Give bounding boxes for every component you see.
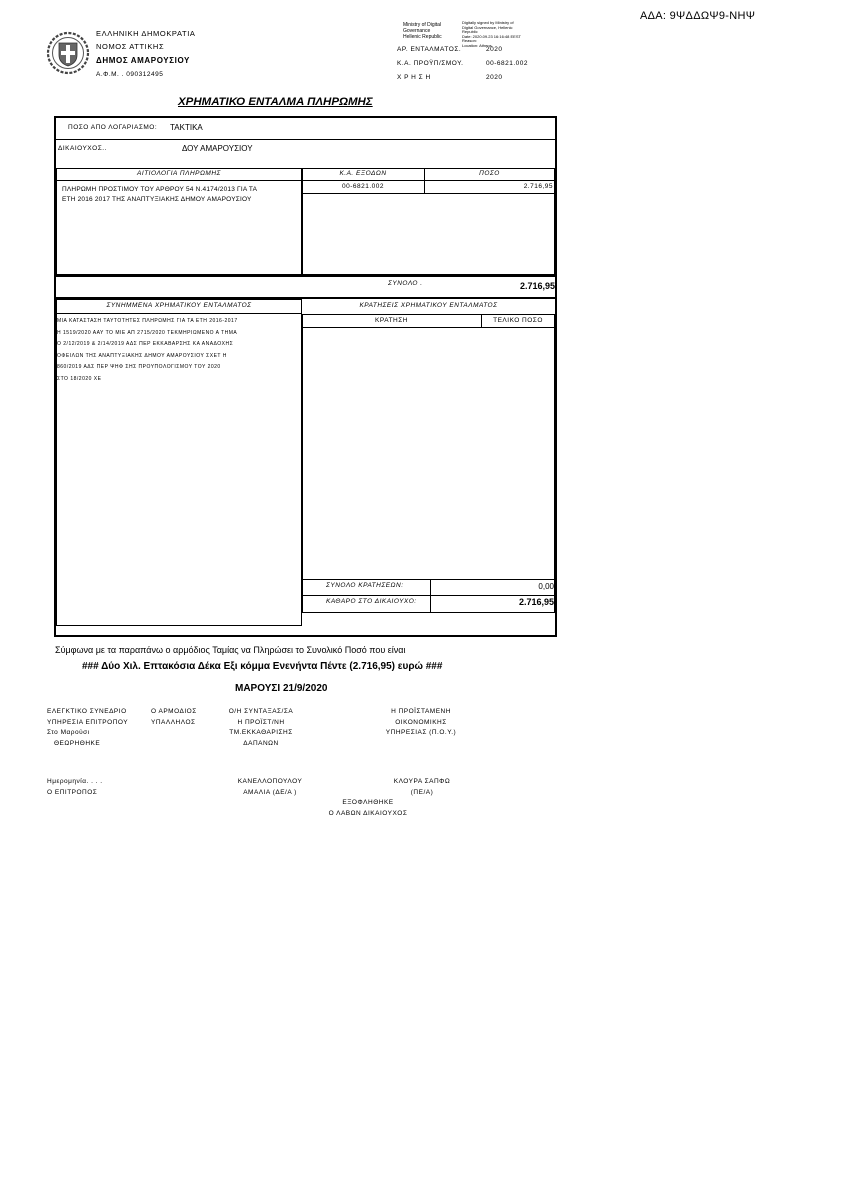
signature-name-author [220, 777, 320, 798]
divider [56, 275, 555, 277]
beneficiary-label: ΔΙΚΑΙΟΥΧΟΣ.. [58, 145, 107, 152]
signature-commissioner [47, 777, 103, 798]
col-amount-header: ΠΟΣΟ [479, 170, 500, 177]
divider [56, 139, 555, 140]
sig-line: Ο ΕΠΙΤΡΟΠΟΣ [47, 788, 98, 796]
header-afm: Α.Φ.Μ. . 090312495 [96, 71, 164, 78]
total-value: 2.716,95 [519, 281, 555, 291]
stamp-signed-by: Digitally signed by Ministry of Digital Governance, Hellenic Republic [462, 20, 514, 34]
deductions-header: ΚΡΑΤΗΣΕΙΣ ΧΡΗΜΑΤΙΚΟΥ ΕΝΤΑΛΜΑΤΟΣ [359, 302, 498, 309]
signature-col-audit [47, 707, 128, 749]
sig-line: ΤΜ.ΕΚΚΑΘΑΡΙΣΗΣ [229, 729, 293, 736]
budget-code-value: 00-6821.002 [486, 60, 529, 67]
signature-col-author [216, 707, 306, 749]
greek-coat-of-arms-icon [46, 31, 90, 75]
attachment-line: ΣΤΟ 18/2020 ΧΕ [57, 375, 102, 382]
signature-paid [308, 798, 428, 819]
ada-code: ΑΔΑ: 9ΨΔΔΩΨ9-ΝΗΨ [640, 10, 756, 22]
attachments-list [57, 316, 238, 385]
divider [56, 180, 302, 181]
header-municipality: ΔΗΜΟΣ ΑΜΑΡΟΥΣΙΟΥ [96, 56, 190, 65]
stamp-republic: Hellenic Republic [403, 34, 442, 40]
code-value: 00-6821.002 [341, 183, 384, 190]
sig-date-label: Ημερομηνία. . . . [47, 778, 103, 785]
signature-col-finance [370, 707, 472, 739]
account-value: ΤΑΚΤΙΚΑ [170, 123, 203, 132]
attachment-line: ΟΦΕΙΛΩΝ ΤΗΣ ΑΝΑΠΤΥΞΙΑΚΗΣ ΔΗΜΟΥ ΑΜΑΡΟΥΣΙΟΥ ΣΧΕΤ Η [57, 352, 227, 359]
attachments-header: ΣΥΝΗΜΜΕΝΑ ΧΡΗΜΑΤΙΚΟΥ ΕΝΤΑΛΜΑΤΟΣ [106, 302, 252, 309]
divider [302, 327, 555, 328]
col-final-amount-header: ΤΕΛΙΚΟ ΠΟΣΟ [493, 317, 543, 324]
divider [56, 313, 302, 314]
sig-line: ΟΙΚΟΝΟΜΙΚΗΣ [395, 718, 447, 726]
document-title: ΧΡΗΜΑΤΙΚΟ ΕΝΤΑΛΜΑ ΠΛΗΡΩΜΗΣ [178, 96, 373, 108]
deductions-total-label: ΣΥΝΟΛΟ ΚΡΑΤΗΣΕΩΝ: [326, 582, 404, 589]
deductions-total-value: 0,00 [538, 582, 554, 591]
attachment-line: Ο 2/12/2019 & 2/14/2019 ΑΔΣ ΠΕΡ ΕΚΚΑΒΑΡΣΗΣ ΚΑ ΑΝΑΔΟΧΗΣ [57, 341, 234, 347]
divider [302, 579, 555, 580]
signature-stamp [403, 22, 442, 40]
reason-line: ΕΤΗ 2016 2017 ΤΗΣ ΑΝΑΠΤΥΞΙΑΚΗΣ ΔΗΜΟΥ ΑΜΑΡΟΥΣΙΟΥ [62, 196, 252, 203]
stamp-location: Location: Athens [462, 42, 492, 48]
budget-code-label: Κ.Α. ΠΡΟΫΠ/ΣΜΟΥ. [397, 60, 464, 67]
account-label: ΠΟΣΟ ΑΠΟ ΛΟΓΑΡΙΑΣΜΟ: [68, 124, 158, 131]
stamp-reason: Reason: [462, 38, 477, 43]
sig-line: ΕΞΟΦΛΗΘΗΚΕ [342, 799, 394, 806]
sig-line: ΑΜΑΛΙΑ (ΔΕ/Α ) [243, 788, 297, 796]
sig-line: ΘΕΩΡΗΘΗΚΕ [54, 739, 101, 747]
header-prefecture: ΝΟΜΟΣ ΑΤΤΙΚΗΣ [96, 42, 165, 51]
payment-statement: Σύμφωνα με τα παραπάνω ο αρμόδιος Ταμίας να Πληρώσει το Συνολικό Ποσό που είναι [55, 645, 406, 655]
col-code-header: Κ.Α. ΕΞΟΔΩΝ [339, 170, 387, 177]
sig-line: ΚΑΝΕΛΛΟΠΟΥΛΟΥ [237, 778, 303, 785]
sig-line: Στο Μαρούσι [47, 729, 90, 736]
amount-value: 2.716,95 [523, 183, 553, 190]
net-value: 2.716,95 [518, 597, 554, 607]
signature-name-finance [372, 777, 472, 798]
attachment-line: 860/2019 ΑΔΣ ΠΕΡ ΨΗΦ ΣΗΣ ΠΡΟΥΠΟΛΟΓΙΣΜΟΥ ΤΟΥ 2020 [57, 364, 221, 370]
sig-line: ΚΛΟΥΡΑ ΣΑΠΦΩ [393, 778, 451, 785]
sig-line: ΕΛΕΓΚΤΙΚΟ ΣΥΝΕΔΡΙΟ [47, 708, 127, 715]
divider [302, 595, 555, 596]
total-label: ΣΥΝΟΛΟ . [388, 280, 423, 287]
header-country: ΕΛΛΗΝΙΚΗ ΔΗΜΟΚΡΑΤΙΑ [96, 29, 196, 38]
attachment-line: ΜΙΑ ΚΑΤΑΣΤΑΣΗ ΤΑΥΤΟΤΗΤΕΣ ΠΛΗΡΩΜΗΣ ΓΙΑ ΤΑ ΕΤΗ 2016-2017 [57, 318, 238, 324]
place-date: ΜΑΡΟΥΣΙ 21/9/2020 [235, 683, 328, 694]
stamp-date: Date: 2020.09.23 16:16:48 EEST [462, 33, 521, 39]
amount-in-words: ### Δύο Χιλ. Επτακόσια Δέκα Εξι κόμμα Ενενήντα Πέντε (2.716,95) ευρώ ### [82, 661, 443, 672]
stamp-governance: Governance [403, 28, 431, 34]
col-deduction-header: ΚΡΑΤΗΣΗ [375, 317, 408, 324]
stamp-details [462, 21, 522, 48]
sig-line: ΔΑΠΑΝΩΝ [243, 739, 279, 747]
reason-line: ΠΛΗΡΩΜΗ ΠΡΟΣΤΙΜΟΥ ΤΟΥ ΑΡΘΡΟΥ 54 Ν.4174/2013 ΓΙΑ ΤΑ [62, 186, 258, 193]
sig-line: Ο ΑΡΜΟΔΙΟΣ [151, 708, 197, 715]
divider [302, 193, 555, 194]
sig-line: Ο/Η ΣΥΝΤΑΞΑΣ/ΣΑ [228, 708, 294, 715]
stamp-ministry: Ministry of Digital [403, 22, 442, 28]
reason-text [62, 185, 257, 205]
signature-col-clerk [151, 707, 197, 728]
attachment-line: Η 1519/2020 ΑΑΥ ΤΟ ΜΙΕ ΑΠ 2715/2020 ΤΕΚΜΗΡΙΩΜΕΝΟ Α ΤΗΜΑ [57, 329, 238, 336]
order-no-label: ΑΡ. ΕΝΤΑΛΜΑΤΟΣ. [397, 46, 462, 53]
divider [302, 180, 555, 181]
sig-line: Ο ΛΑΒΩΝ ΔΙΚΑΙΟΥΧΟΣ [328, 809, 408, 817]
year-label: Χ Ρ Η Σ Η [397, 74, 431, 81]
order-no-value: 2020 [486, 46, 503, 53]
net-label: ΚΑΘΑΡΟ ΣΤΟ ΔΙΚΑΙΟΥΧΟ: [326, 598, 417, 605]
year-value: 2020 [486, 74, 503, 81]
sig-line: ΥΠΗΡΕΣΙΑΣ (Π.Ο.Υ.) [385, 729, 457, 736]
deductions-box [302, 314, 555, 613]
sig-line: ΥΠΑΛΛΗΛΟΣ [151, 718, 196, 726]
sig-line: Η ΠΡΟΪΣΤ/ΝΗ [237, 718, 285, 726]
col-reason-header: ΑΙΤΙΟΛΟΓΙΑ ΠΛΗΡΩΜΗΣ [137, 170, 221, 177]
beneficiary-value: ΔΟΥ ΑΜΑΡΟΥΣΙΟΥ [182, 144, 253, 153]
sig-line: ΥΠΗΡΕΣΙΑ ΕΠΙΤΡΟΠΟΥ [47, 718, 129, 726]
sig-line: Η ΠΡΟΪΣΤΑΜΕΝΗ [391, 708, 451, 715]
sig-line: (ΠΕ/Α) [410, 788, 434, 796]
